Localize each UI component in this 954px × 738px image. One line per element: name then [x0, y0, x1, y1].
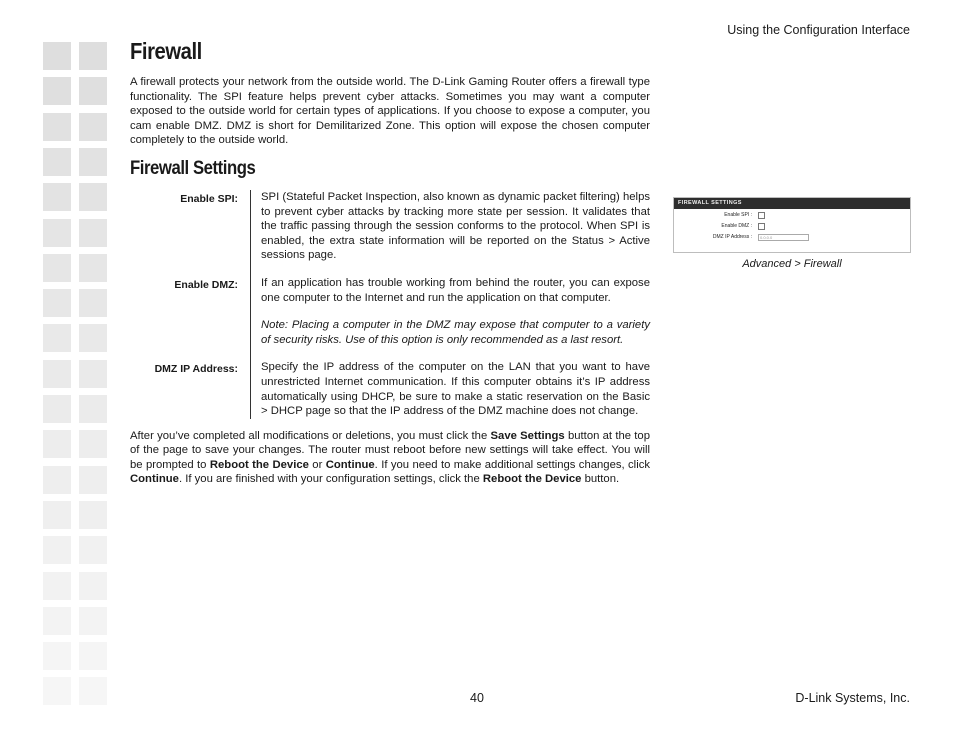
- term-description: Specify the IP address of the computer on the LAN that you want to have unrestricted Internet communication. If this computer obtains it’s IP address automatically using DHCP, be sure to make a static reservation on the Basic > DHCP page so that the IP address of the DMZ machine does not change.: [261, 361, 650, 418]
- term-description: SPI (Stateful Packet Inspection, also known as dynamic packet filtering) helps to prevent cyber attacks by tracking more state per session. It validates that the traffic passing through the session conforms to the protocol. When SPI is enabled, the extra state information will be reported on the Status > Active sessions page.: [261, 190, 650, 262]
- decorative-square: [43, 395, 71, 423]
- decorative-square: [79, 430, 107, 458]
- decorative-square: [43, 607, 71, 635]
- decorative-square: [79, 677, 107, 705]
- text-run: or: [308, 458, 326, 471]
- decorative-square: [79, 324, 107, 352]
- decorative-square: [79, 183, 107, 211]
- definition-enable-spi: [130, 190, 650, 276]
- term-description-wrap: [250, 276, 650, 360]
- term-label: Enable DMZ:: [174, 278, 238, 291]
- decorative-square: [79, 219, 107, 247]
- spacer: [261, 263, 650, 276]
- running-header: Using the Configuration Interface: [727, 23, 910, 37]
- decorative-square: [43, 254, 71, 282]
- spi-row: [674, 212, 910, 220]
- page-number: 40: [470, 691, 484, 705]
- footer-company: D-Link Systems, Inc.: [795, 691, 910, 705]
- figure-caption: Advanced > Firewall: [742, 258, 842, 270]
- term-description: If an application has trouble working from behind the router, you can expose one computer to the Internet and run the application on that computer.: [261, 276, 650, 304]
- decorative-square: [43, 466, 71, 494]
- decorative-square: [79, 42, 107, 70]
- section-title: Firewall Settings: [130, 157, 256, 179]
- text-run: After you’ve completed all modifications or deletions, you must click the: [130, 429, 491, 442]
- firewall-settings-screenshot: [673, 197, 911, 253]
- main-content: [130, 38, 650, 487]
- decorative-square: [79, 395, 107, 423]
- term-label: Enable SPI:: [180, 192, 238, 205]
- dmz-label: Enable DMZ :: [721, 223, 752, 229]
- dmz-row: [674, 223, 910, 231]
- text-run: . If you are finished with your configuration settings, click the: [178, 473, 483, 486]
- decorative-square: [43, 148, 71, 176]
- spi-checkbox[interactable]: [758, 212, 765, 219]
- decorative-square: [43, 360, 71, 388]
- decorative-square: [79, 642, 107, 670]
- decorative-square: [43, 42, 71, 70]
- bold-continue: Continue: [325, 458, 375, 471]
- decorative-square: [79, 607, 107, 635]
- dmz-ip-label: DMZ IP Address :: [712, 234, 752, 240]
- dmz-checkbox[interactable]: [758, 223, 765, 230]
- decorative-square: [79, 77, 107, 105]
- term-description-wrap: [250, 190, 650, 276]
- decorative-square: [43, 113, 71, 141]
- bold-reboot-device: Reboot the Device: [482, 473, 582, 486]
- decorative-square: [43, 77, 71, 105]
- spacer: [261, 305, 650, 318]
- panel-title-bar: FIREWALL SETTINGS: [674, 198, 910, 209]
- spi-label: Enable SPI :: [724, 212, 752, 218]
- decorative-square: [79, 289, 107, 317]
- bold-reboot-device: Reboot the Device: [209, 458, 309, 471]
- decorative-square: [79, 148, 107, 176]
- decorative-square: [79, 572, 107, 600]
- definition-dmz-ip: [130, 360, 650, 418]
- decorative-square: [43, 324, 71, 352]
- decorative-square: [43, 536, 71, 564]
- definition-enable-dmz: [130, 276, 650, 360]
- definition-list: [130, 190, 650, 419]
- decorative-side-grid: [43, 42, 109, 710]
- intro-paragraph: A firewall protects your network from the outside world. The D-Link Gaming Router offers a firewall type functionality. The SPI feature helps prevent cyber attacks. Sometimes you may want a computer exposed to the outside world for certain types of applications. If you choose to expose a computer, you cam enable DMZ. DMZ is short for Demilitarized Zone. This option will expose the chosen computer completely to the outside world.: [130, 76, 650, 147]
- text-run: button.: [581, 473, 620, 486]
- decorative-square: [43, 289, 71, 317]
- dmz-ip-input[interactable]: 0.0.0.0: [758, 234, 809, 241]
- decorative-square: [79, 501, 107, 529]
- decorative-square: [43, 183, 71, 211]
- closing-paragraph: [130, 429, 650, 487]
- decorative-square: [43, 572, 71, 600]
- bold-continue: Continue: [130, 473, 179, 486]
- text-run: button at the top of the page to save your changes. The router must reboot before new settings will take effect. You will be prompted to: [130, 429, 650, 471]
- decorative-square: [43, 677, 71, 705]
- page-title: Firewall: [130, 38, 202, 64]
- decorative-square: [79, 254, 107, 282]
- spacer: [261, 347, 650, 360]
- decorative-square: [43, 219, 71, 247]
- decorative-square: [79, 466, 107, 494]
- decorative-square: [43, 642, 71, 670]
- dmz-ip-row: [674, 234, 910, 242]
- decorative-square: [79, 536, 107, 564]
- decorative-square: [43, 501, 71, 529]
- term-note: Note: Placing a computer in the DMZ may expose that computer to a variety of security risks. Use of this option is only recommended as a last resort.: [261, 319, 650, 346]
- term-label: DMZ IP Address:: [154, 363, 238, 376]
- decorative-square: [79, 113, 107, 141]
- bold-save-settings: Save Settings: [490, 429, 565, 442]
- text-run: . If you need to make additional settings changes, click: [374, 458, 651, 471]
- decorative-square: [79, 360, 107, 388]
- term-description-wrap: [250, 360, 650, 418]
- decorative-square: [43, 430, 71, 458]
